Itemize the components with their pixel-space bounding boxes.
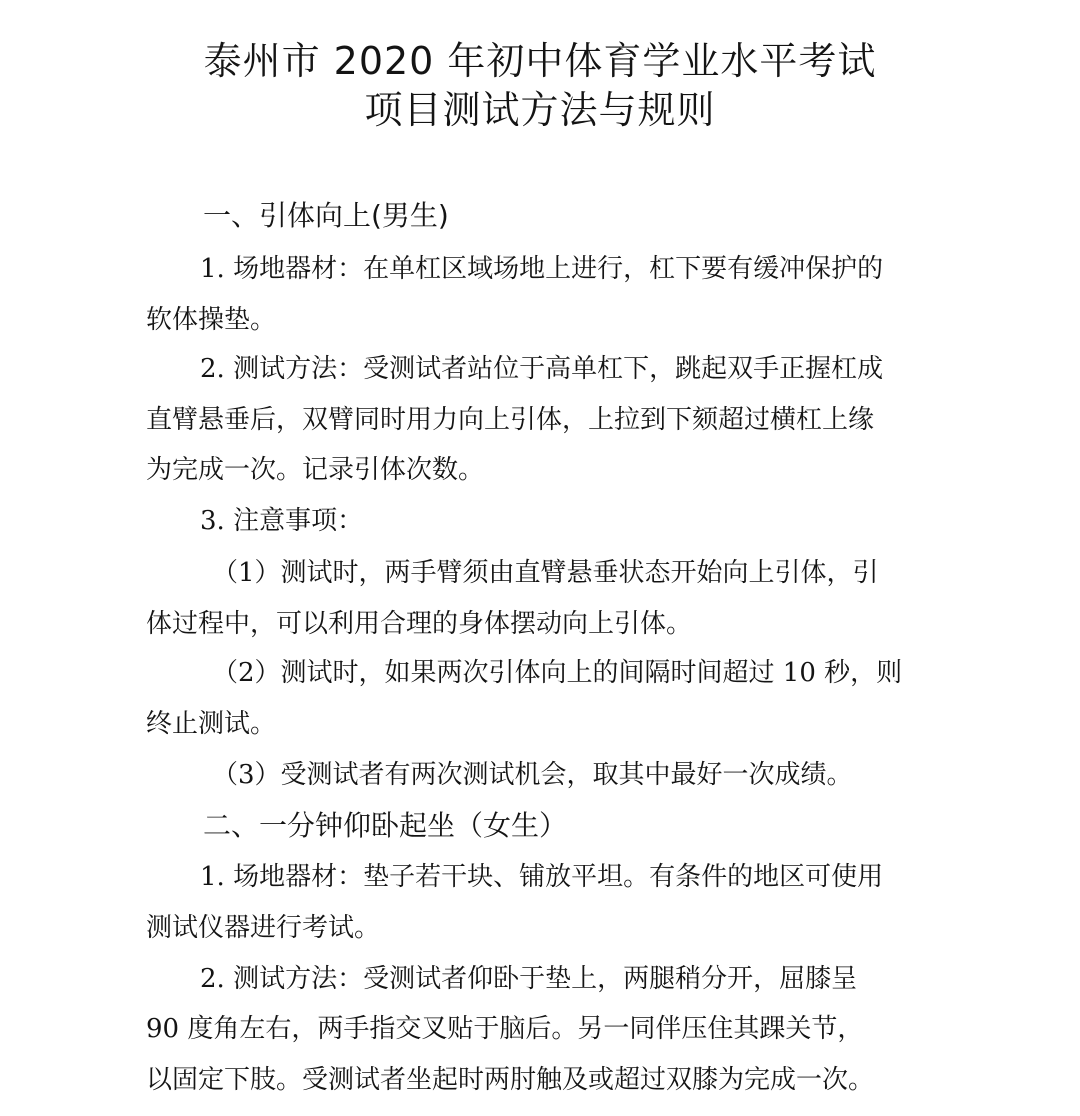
section-1-note-2-line-1: （2）测试时，如果两次引体向上的间隔时间超过 10 秒，则: [212, 658, 903, 688]
section-2-item-1-line-1: 1. 场地器材：垫子若干块、铺放平坦。有条件的地区可使用: [200, 862, 884, 892]
section-1-item-1-line-1: 1. 场地器材：在单杠区域场地上进行，杠下要有缓冲保护的: [200, 254, 884, 284]
section-1-note-3: （3）受测试者有两次测试机会，取其中最好一次成绩。: [212, 760, 853, 790]
document-title-line-2: 项目测试方法与规则: [364, 88, 716, 132]
section-1-item-3: 3. 注意事项：: [200, 506, 364, 536]
section-1-item-2-line-1: 2. 测试方法：受测试者站位于高单杠下，跳起双手正握杠成: [200, 354, 884, 384]
section-1-note-2-line-2: 终止测试。: [146, 709, 277, 739]
document-title-line-1: 泰州市 2020 年初中体育学业水平考试: [203, 39, 877, 83]
section-1-note-1-line-2: 体过程中，可以利用合理的身体摆动向上引体。: [146, 609, 693, 639]
section-2-item-1-line-2: 测试仪器进行考试。: [146, 913, 381, 943]
section-2-item-2-line-1: 2. 测试方法：受测试者仰卧于垫上，两腿稍分开，屈膝呈: [200, 964, 858, 994]
section-2-heading: 二、一分钟仰卧起坐（女生）: [203, 809, 568, 842]
section-1-note-1-line-1: （1）测试时，两手臂须由直臂悬垂状态开始向上引体，引: [212, 558, 879, 588]
section-1-item-2-line-2: 直臂悬垂后，双臂同时用力向上引体，上拉到下颏超过横杠上缘: [146, 405, 875, 435]
section-2-item-2-line-2: 90 度角左右，两手指交叉贴于脑后。另一同伴压住其踝关节，: [146, 1014, 864, 1044]
section-1-heading: 一、引体向上(男生): [203, 199, 449, 232]
section-1-item-2-line-3: 为完成一次。记录引体次数。: [146, 455, 485, 485]
section-2-item-2-line-3: 以固定下肢。受测试者坐起时两肘触及或超过双膝为完成一次。: [146, 1065, 875, 1095]
section-1-item-1-line-2: 软体操垫。: [146, 305, 277, 335]
